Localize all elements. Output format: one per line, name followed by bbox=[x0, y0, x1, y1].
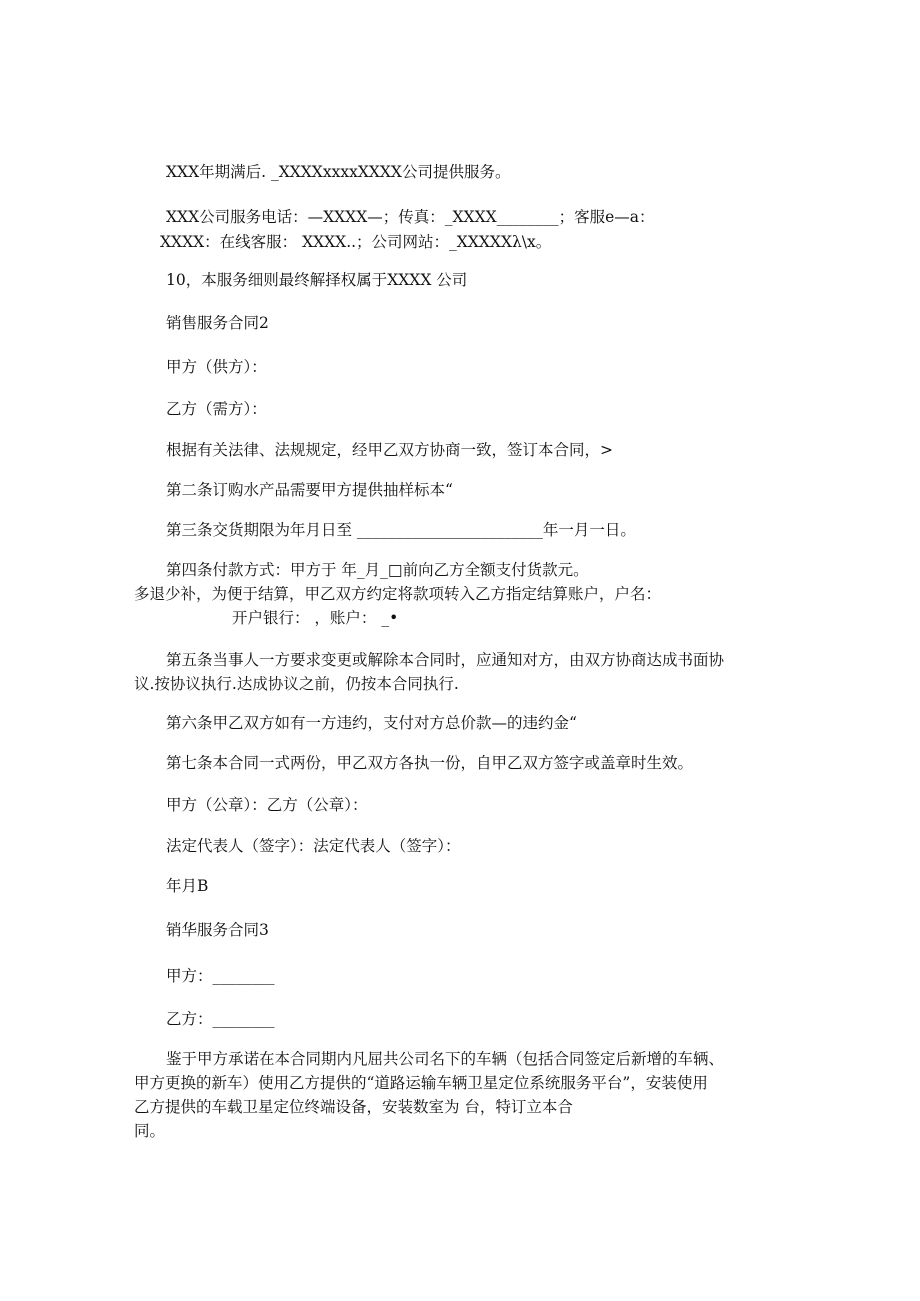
bank-account-line: 开户银行： ，账户： _• bbox=[232, 609, 399, 627]
article-4-continued: 多退少补，为便于结算，甲乙双方约定将款项转入乙方指定结算账户，户名： bbox=[134, 585, 662, 603]
paragraph-vehicle-3: 乙方提供的车载卫星定位终端设备，安装数室为 台，特订立本合 bbox=[134, 1098, 573, 1116]
paragraph-service-phone: XXX公司服务电话：—XXXX—；传真：_XXXX________；客服e—a： bbox=[166, 208, 655, 226]
paragraph-service-expiry: XXX年期满后. _XXXXxxxxXXXX公司提供服务。 bbox=[166, 163, 511, 181]
article-4: 第四条付款方式：甲方于 年_月_□前向乙方全额支付货款元。 bbox=[166, 561, 589, 579]
article-2: 第二条订购水产品需要甲方提供抽样标本“ bbox=[166, 481, 453, 499]
article-7: 第七条本合同一式两份，甲乙双方各执一份，自甲乙双方签字或盖章时生效。 bbox=[166, 754, 694, 772]
article-5: 第五条当事人一方要求变更或解除本合同时，应通知对方，由双方协商达成书面协 bbox=[166, 651, 725, 669]
paragraph-interpretation-right: 10，本服务细则最终解择权属于XXXX 公司 bbox=[166, 271, 468, 289]
party-a-blank: 甲方：________ bbox=[166, 967, 275, 985]
date-line: 年月B bbox=[166, 877, 209, 895]
paragraph-vehicle-4: 同。 bbox=[134, 1122, 166, 1140]
article-3: 第三条交货期限为年月日至 ________________________年一月一日。 bbox=[166, 521, 636, 539]
paragraph-preamble: 根据有关法律、法规规定，经甲乙双方协商一致，签订本合同，> bbox=[166, 441, 613, 459]
paragraph-vehicle-1: 鉴于甲方承诺在本合同期内凡屈共公司名下的车辆（包括合同签定后新增的车辆、 bbox=[166, 1050, 725, 1068]
paragraph-online-service: XXXX：在线客服： XXXX..；公司网站：_XXXXXλ\x。 bbox=[160, 233, 552, 251]
party-b-blank: 乙方：________ bbox=[166, 1010, 275, 1028]
paragraph-vehicle-2: 甲方更换的新车）使用乙方提供的“道路运输车辆卫星定位系统服务平台”，安装使用 bbox=[134, 1074, 708, 1092]
party-a-supplier: 甲方（供方）： bbox=[166, 358, 267, 376]
article-6: 第六条甲乙双方如有一方违约，支付对方总价款—的违约金“ bbox=[166, 714, 577, 732]
party-b-buyer: 乙方（需方）： bbox=[166, 400, 267, 418]
contract-2-title: 销售服务合同2 bbox=[166, 314, 269, 332]
legal-representative-line: 法定代表人（签字）：法定代表人（签字）： bbox=[166, 837, 461, 855]
contract-3-title: 销华服务合同3 bbox=[166, 921, 269, 939]
seal-line: 甲方（公章）：乙方（公章）： bbox=[166, 796, 368, 814]
article-5-continued: 议.按协议执行.达成协议之前，仍按本合同执行. bbox=[134, 675, 459, 693]
